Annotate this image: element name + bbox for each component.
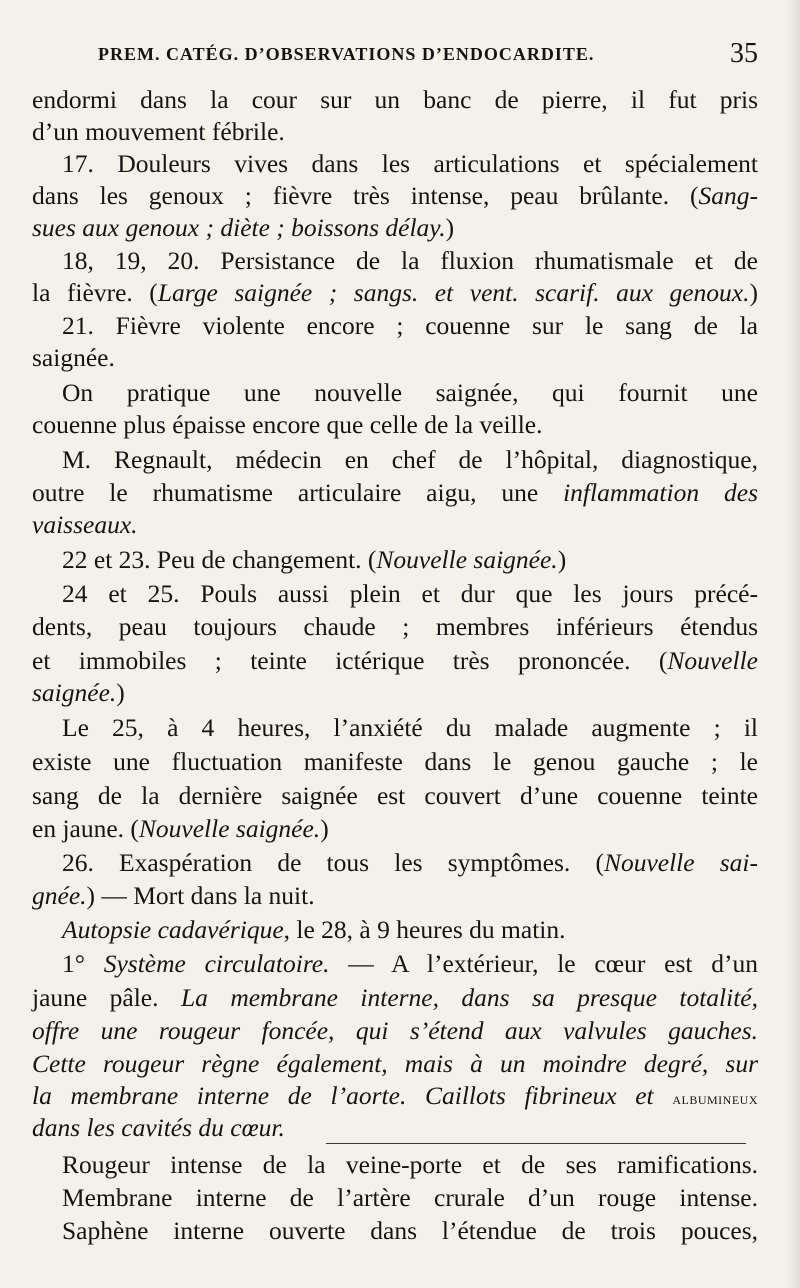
italic-span: Large saignée ; sangs. et vent. scarif. aux genoux. — [157, 278, 750, 307]
footnote-rule — [326, 1143, 746, 1144]
text-span: ) — Mort dans la nuit. — [86, 881, 315, 910]
text-line: Membrane interne de l’artère crurale d’un rouge intense. — [62, 1183, 758, 1212]
text-span: la fièvre. ( — [32, 278, 158, 307]
text-line: M. Regnault, médecin en chef de l’hôpital, diagnostique, — [62, 445, 758, 474]
italic-span: gnée. — [32, 881, 87, 910]
text-line: vaisseaux. — [32, 510, 138, 539]
text-line: 17. Douleurs vives dans les articulations et spécialement — [62, 149, 758, 178]
text-line: 24 et 25. Pouls aussi plein et dur que les jours précé- — [62, 579, 758, 608]
text-line — [32, 813, 758, 847]
text-span: 1° — [62, 949, 104, 978]
text-line — [32, 982, 758, 1016]
text-line: couenne plus épaisse encore que celle de la veille. — [32, 410, 543, 439]
italic-span: Nouvelle sai- — [603, 848, 758, 877]
text-span: , le 28, à 9 heures du matin. — [283, 915, 566, 944]
text-line: Le 25, à 4 heures, l’anxiété du malade augmente ; il — [62, 713, 758, 742]
italic-span: Nouvelle saignée. — [376, 545, 558, 574]
italic-span: la membrane interne de l’aorte. Caillots fibrineux et — [32, 1081, 673, 1110]
text-span: 26. Exaspération de tous les symptômes. ( — [62, 848, 604, 877]
text-line — [32, 880, 758, 914]
text-line: Saphène interne ouverte dans l’étendue de trois pouces, — [62, 1216, 758, 1245]
italic-span: Autopsie cadavérique — [62, 915, 284, 944]
text-line — [32, 1080, 758, 1114]
page-header — [98, 38, 758, 72]
italic-span: inflammation des — [563, 478, 758, 507]
text-line: existe une fluctuation manifeste dans le genou gauche ; le — [32, 747, 758, 776]
text-span: dans les genoux ; fièvre très intense, peau brûlante. ( — [32, 181, 699, 210]
text-span: ) — [445, 213, 455, 242]
running-title: PREM. CATÉG. D’OBSERVATIONS D’ENDOCARDITE. — [98, 44, 595, 64]
text-line — [32, 677, 758, 711]
text-line — [62, 914, 758, 948]
text-line: saignée. — [32, 343, 115, 372]
italic-span: sues aux genoux ; diète ; boissons délay. — [32, 213, 446, 242]
italic-span: La membrane interne, dans sa presque totalité, — [180, 983, 758, 1012]
small-caps-span: albumineux — [672, 1089, 758, 1108]
text-span: — A l’extérieur, le cœur est d’un — [329, 949, 758, 978]
text-line: 21. Fièvre violente encore ; couenne sur le sang de la — [62, 311, 758, 340]
text-line: Rougeur intense de la veine-porte et de ses ramifications. — [62, 1150, 758, 1179]
text-span: jaune pâle. — [32, 983, 181, 1012]
text-line — [32, 277, 758, 311]
text-line: endormi dans la cour sur un banc de pierre, il fut pris — [32, 85, 758, 114]
text-line — [62, 544, 758, 578]
text-line: d’un mouvement fébrile. — [32, 117, 285, 146]
text-line — [62, 847, 758, 881]
italic-span: Système circulatoire. — [103, 949, 330, 978]
text-line — [32, 477, 758, 511]
text-span: ) — [557, 545, 567, 574]
page-number: 35 — [730, 38, 758, 69]
text-line: Cette rougeur règne également, mais à un moindre degré, sur — [32, 1049, 758, 1078]
italic-span: Nouvelle saignée. — [138, 814, 321, 843]
text-line — [62, 948, 758, 982]
text-line — [32, 645, 758, 679]
page-edge-shadow — [786, 0, 800, 1288]
text-line: 18, 19, 20. Persistance de la fluxion rhumatismale et de — [62, 246, 758, 275]
text-span: ) — [116, 678, 125, 707]
text-span: ) — [320, 814, 329, 843]
text-line: dents, peau toujours chaude ; membres inférieurs étendus — [32, 612, 758, 641]
text-line: dans les cavités du cœur. — [32, 1113, 285, 1142]
italic-span: Nouvelle — [667, 646, 758, 675]
text-span: 22 et 23. Peu de changement. ( — [62, 545, 377, 574]
text-span: et immobiles ; teinte ictérique très prononcée. ( — [32, 646, 668, 675]
text-line: On pratique une nouvelle saignée, qui fournit une — [62, 378, 758, 407]
text-line: offre une rougeur foncée, qui s’étend aux valvules gauches. — [32, 1016, 758, 1045]
text-line: sang de la dernière saignée est couvert d’une couenne teinte — [32, 781, 758, 810]
italic-span: saignée. — [32, 678, 117, 707]
text-line — [32, 180, 758, 214]
italic-span: Sang- — [698, 181, 758, 210]
text-line — [32, 212, 758, 246]
text-span: en jaune. ( — [32, 814, 139, 843]
text-span: ) — [749, 278, 758, 307]
text-span: outre le rhumatisme articulaire aigu, une — [32, 478, 564, 507]
